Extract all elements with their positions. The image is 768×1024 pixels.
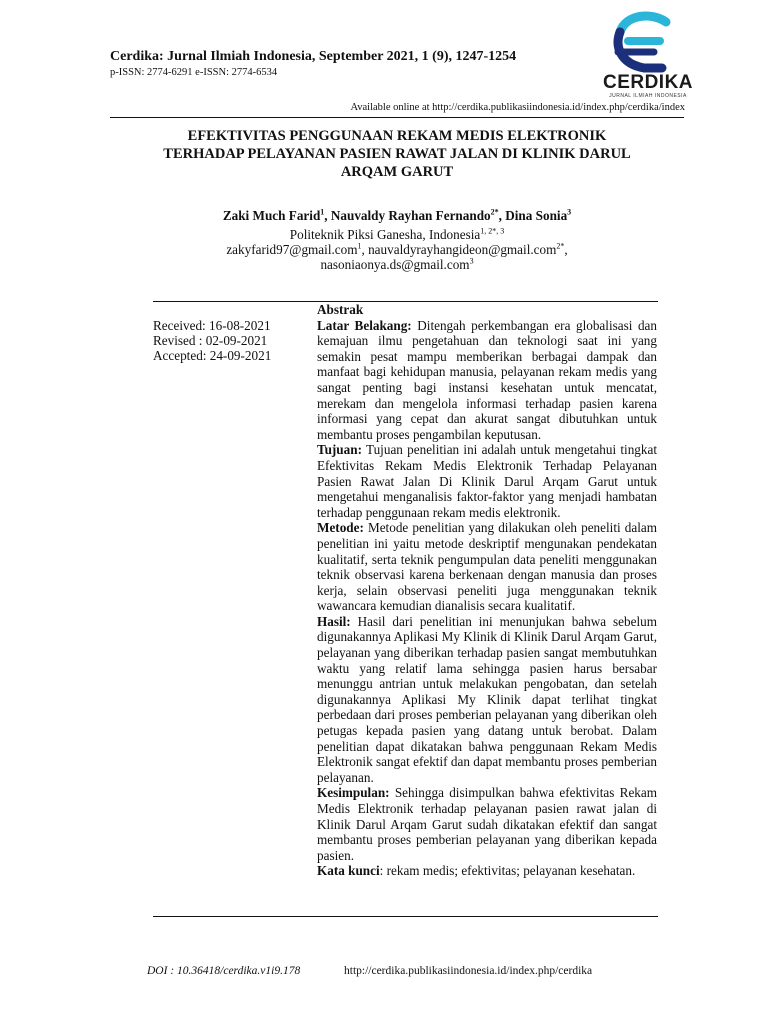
- abstract-kesimpulan: [317, 785, 657, 863]
- affiliation-text: Politeknik Piksi Ganesha, Indonesia: [289, 227, 481, 242]
- affiliation: [110, 227, 684, 243]
- abstract-heading: Abstrak: [317, 302, 364, 317]
- available-online-link[interactable]: Available online at http://cerdika.publikasiindonesia.id/index.php/cerdika/index: [350, 102, 685, 113]
- title-line-3: ARQAM GARUT: [340, 164, 454, 180]
- kesimpulan-text: Sehingga disimpulkan bahwa efektivitas Rekam Medis Elektronik terhadap pelayanan pasien rawat jalan di Klinik Darul Arqam Garut sudah dikatakan efektif dan sangat membantu proses pemberian pelayanan yang diberikan kepada pasien.: [317, 785, 657, 863]
- hasil-text: Hasil dari penelitian ini menunjukan bahwa sebelum digunakannya Aplikasi My Klinik di Klinik Darul Arqam Garut, pelayanan yang diberikan terhadap pasien sangat membutuhkan waktu yang relatif lama sehingga pasien harus bersabar menunggu antrian untuk melakukan pengobatan, dan setelah digunakannya Aplikasi My Klinik dapat terlihat tingkat perbedaan dari proses pemberian pelayanan yang diberikan oleh petugas kepada pasien yang datang untuk berobat. Dalam penelitian dapat dikatakan bahwa penggunaan Rekam Medis Elektronik sangat efektif dan dapat membantu proses pemberian pelayanan.: [317, 613, 657, 785]
- doi-label[interactable]: DOI : 10.36418/cerdika.v1i9.178: [147, 965, 301, 977]
- email-1[interactable]: zakyfarid97@gmail.com: [226, 242, 358, 257]
- email-3-sup: 3: [469, 256, 474, 266]
- email-line-2: [110, 257, 684, 273]
- metode-text: Metode penelitian yang dilakukan oleh peneliti dalam penelitian ini yaitu metode deskriptif mengunakan pendekatan kualitatif, serta teknik pengumpulan data peneliti menggunakan teknik observasi karena berkenaan dengan manusia dan proses kerja, selain observasi peneliti juga menggunakan teknik wawancara kemudian dianalisis secara kualitatif.: [317, 520, 657, 614]
- abstract-bottom-rule: [153, 916, 658, 917]
- tujuan-label: Tujuan:: [317, 442, 362, 458]
- kesimpulan-label: Kesimpulan:: [317, 785, 390, 801]
- email-1-sup: 1: [357, 241, 362, 251]
- affiliation-sup: 1, 2*, 3: [480, 226, 505, 236]
- author-3: Dina Sonia: [505, 208, 568, 223]
- abstract-latar: [317, 318, 657, 443]
- latar-text: Ditengah perkembangan era globalisasi dan kemajuan ilmu pengetahuan dan teknologi saat ini yang semakin pesat mampu memberikan berbagai dampak dan manfaat bagi kehidupan manusia, pelayanan rekam medis yang sangat penting bagi instansi kesehatan untuk mencatat, merekam dan mengelola informasi terhadap pasien karena informasi yang cepat dan akurat sangat dibutuhkan untuk membantu proses pengambilan keputusan.: [317, 317, 657, 442]
- article-dates: [153, 318, 271, 363]
- author-1-sup: 1: [320, 207, 325, 217]
- abstract-body: [317, 302, 657, 879]
- author-3-sup: 3: [567, 207, 572, 217]
- email-2[interactable]: nauvaldyrayhangideon@gmail.com: [368, 242, 557, 257]
- abstract-metode: [317, 520, 657, 614]
- author-2: Nauvaldy Rayhan Fernando: [330, 208, 491, 223]
- email-3[interactable]: nasoniaonya.ds@gmail.com: [320, 257, 470, 272]
- date-revised: Revised : 02-09-2021: [153, 333, 268, 348]
- date-accepted: Accepted: 24-09-2021: [153, 348, 272, 363]
- author-list: Zaki Much Farid$^1$, Nauvaldy Rayhan Fernando$^{2*}$, Dina Sonia$^3$: [222, 207, 572, 223]
- keywords-label: Kata kunci: [317, 863, 380, 879]
- journal-citation: Cerdika: Jurnal Ilmiah Indonesia, September 2021, 1 (9), 1247-1254: [110, 49, 517, 64]
- author-2-sup: 2*: [490, 207, 499, 217]
- metode-label: Metode:: [317, 520, 364, 536]
- paper-title: [110, 127, 684, 181]
- tujuan-text: Tujuan penelitian ini adalah untuk mengetahui tingkat Efektivitas Rekam Medis Elektronik Terhadap Pelayanan Pasien Rawat Jalan Di Klinik Darul Arqam Garut untuk mengetahui menganalisis faktor-faktor yang menjadi hambatan terhadap penggunaan rekam medis elektronik.: [317, 442, 657, 520]
- title-line-1: EFEKTIVITAS PENGGUNAAN REKAM MEDIS ELEKTRONIK: [187, 128, 607, 144]
- hasil-label: Hasil:: [317, 613, 351, 629]
- header-rule: [110, 117, 684, 118]
- issn-line: p-ISSN: 2774-6291 e-ISSN: 2774-6534: [110, 67, 278, 78]
- logo-wordmark: CERDIKA: [602, 72, 694, 93]
- title-line-2: TERHADAP PELAYANAN PASIEN RAWAT JALAN DI KLINIK DARUL: [163, 146, 631, 162]
- email-2-sup: 2*: [556, 241, 565, 251]
- abstract-hasil: [317, 614, 657, 786]
- footer-url[interactable]: http://cerdika.publikasiindonesia.id/index.php/cerdika: [344, 965, 593, 977]
- author-1: Zaki Much Farid: [222, 208, 321, 223]
- date-received: Received: 16-08-2021: [153, 318, 271, 333]
- latar-label: Latar Belakang:: [317, 317, 412, 333]
- abstract-tujuan: [317, 442, 657, 520]
- keywords-text: : rekam medis; efektivitas; pelayanan kesehatan.: [379, 863, 636, 879]
- logo-subtitle: JURNAL ILMIAH INDONESIA: [609, 93, 687, 99]
- abstract-keywords: [317, 863, 657, 879]
- email-line-1: zakyfarid97@gmail.com$^1$, nauvaldyrayhangideon@gmail.com$^{2*}$,: [226, 241, 568, 257]
